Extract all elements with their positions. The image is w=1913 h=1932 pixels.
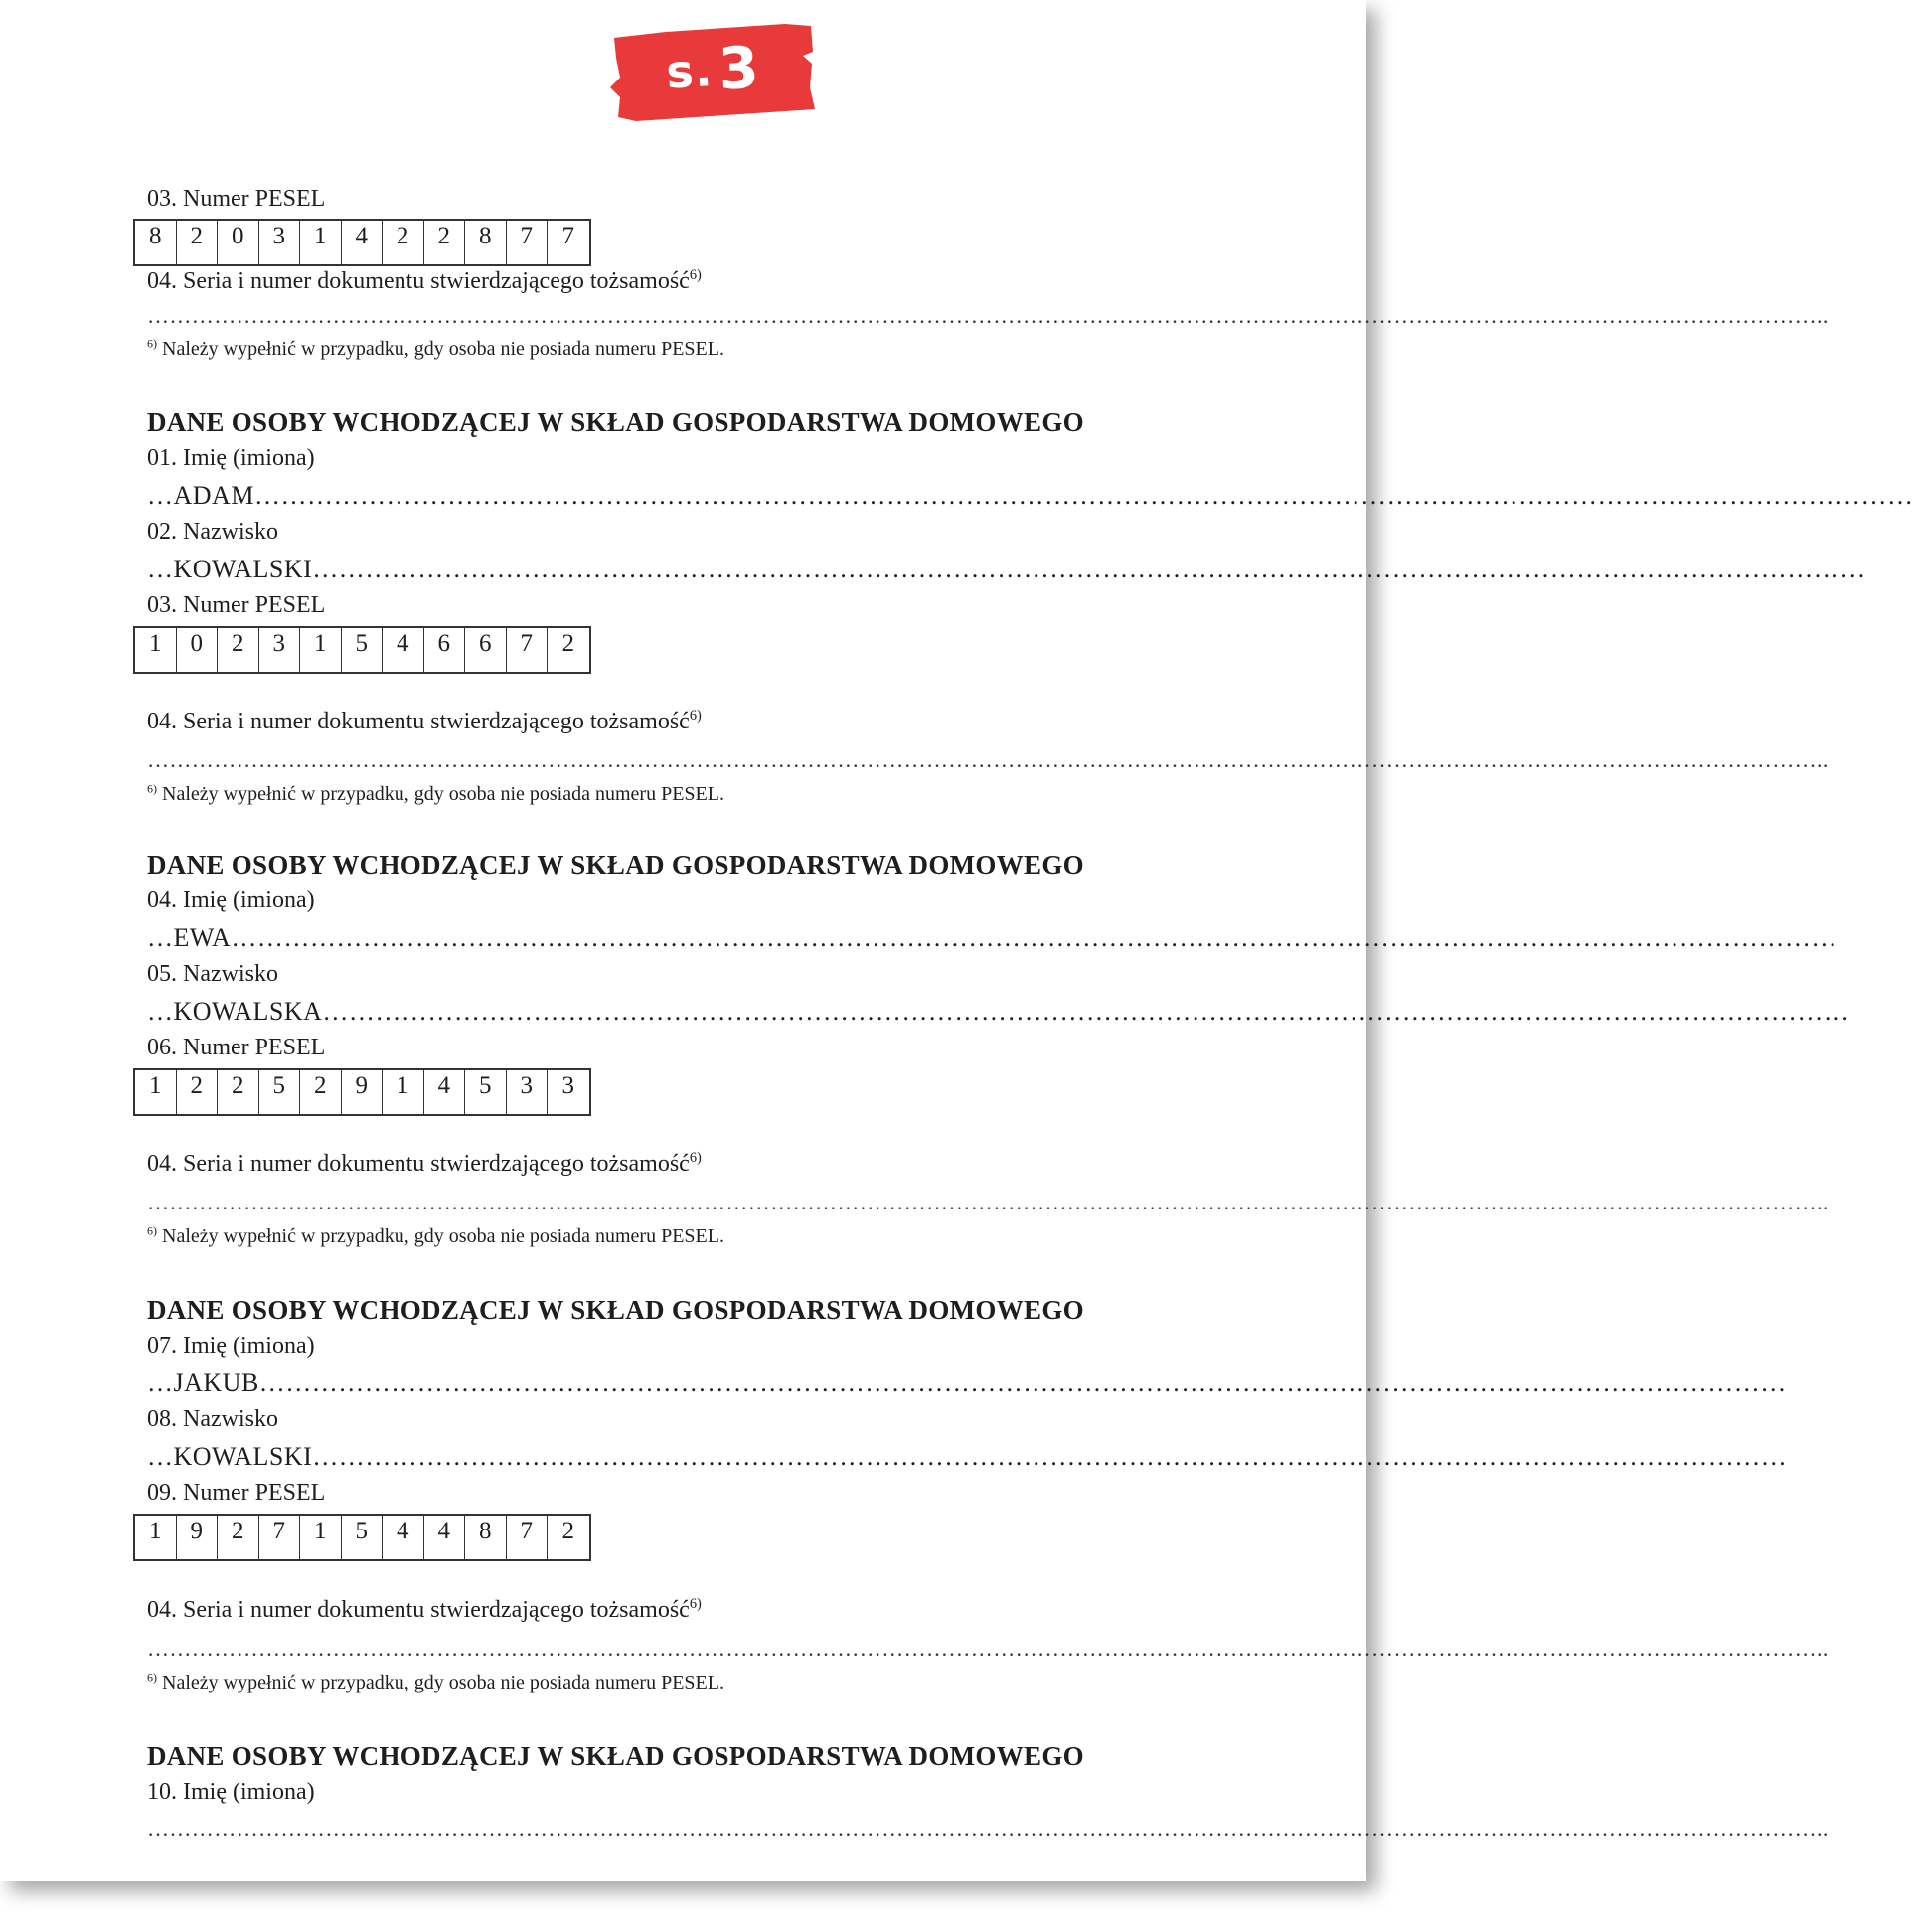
footnote-marker: 6) [147,1670,157,1685]
footnote [147,1672,724,1694]
pesel-digit-cell[interactable]: 8 [465,221,507,264]
last-name-value: KOWALSKI [173,1442,313,1471]
badge-label [603,12,822,126]
identity-document-label [147,268,702,295]
pesel-digit-cell[interactable]: 3 [259,628,301,672]
pesel-label: 09. Numer PESEL [147,1480,326,1506]
pesel-digit-cell[interactable]: 5 [342,628,384,672]
pesel-digit-cell[interactable]: 3 [561,1072,574,1099]
footnote-marker: 6) [147,781,157,796]
identity-document-label [147,1597,702,1624]
section-heading: DANE OSOBY WCHODZĄCEJ W SKŁAD GOSPODARSTWA DOMOWEGO [147,1741,1084,1771]
footnote-text: Należy wypełnić w przypadku, gdy osoba nie posiada numeru PESEL. [162,1225,724,1247]
pesel-grid [133,1068,591,1116]
pesel-digit-cell[interactable]: 4 [342,221,384,264]
pesel-digit-cell[interactable]: 2 [561,630,574,657]
pesel-digit-cell[interactable]: 6 [424,628,466,672]
pesel-digit-cell[interactable]: 9 [177,1516,219,1559]
pesel-digit-cell[interactable]: 2 [424,221,466,264]
pesel-digit-cell[interactable]: 3 [507,1070,549,1114]
pesel-digit-cell[interactable]: 7 [507,628,549,672]
pesel-label: 03. Numer PESEL [147,186,326,212]
footnote-text: Należy wypełnić w przypadku, gdy osoba nie posiada numeru PESEL. [162,783,724,805]
pesel-grid [133,1514,591,1561]
pesel-digit-cell[interactable]: 7 [507,1516,549,1559]
pesel-digit-cell[interactable]: 0 [177,628,219,672]
pesel-label: 06. Numer PESEL [147,1035,326,1060]
pesel-digit-cell[interactable]: 2 [383,221,424,264]
footnote-text: Należy wypełnić w przypadku, gdy osoba nie posiada numeru PESEL. [162,1672,724,1693]
pesel-digit-cell[interactable]: 1 [300,221,342,264]
first-name-value: JAKUB [173,1368,259,1397]
pesel-digit-cell[interactable]: 0 [218,221,259,264]
first-name-field[interactable]: …EWA………………………………………………………………………………………………………………………………………………………………… [147,923,1837,952]
last-name-value: KOWALSKA [173,997,323,1026]
identity-document-label-text: 04. Seria i numer dokumentu stwierdzającego tożsamość [147,709,690,734]
last-name-field[interactable]: …KOWALSKA………………………………………………………………………………………………………………………………………………………… [147,997,1850,1026]
pesel-digit-cell[interactable]: 6 [465,628,507,672]
pesel-digit-cell[interactable]: 7 [561,223,574,249]
identity-document-label-text: 04. Seria i numer dokumentu stwierdzającego tożsamość [147,1151,690,1177]
identity-document-label [147,1151,702,1178]
footnote-text: Należy wypełnić w przypadku, gdy osoba nie posiada numeru PESEL. [162,338,724,360]
badge-prefix: s. [665,43,715,99]
identity-document-label-text: 04. Seria i numer dokumentu stwierdzającego tożsamość [147,268,690,294]
pesel-digit-cell[interactable]: 2 [177,221,219,264]
first-name-label: 10. Imię (imiona) [147,1779,315,1805]
pesel-digit-cell[interactable]: 1 [135,1070,177,1114]
pesel-digit-cell[interactable]: 7 [507,221,549,264]
identity-document-label-text: 04. Seria i numer dokumentu stwierdzającego tożsamość [147,1597,690,1623]
pesel-digit-cell[interactable]: 3 [259,221,301,264]
footnote [147,783,724,806]
pesel-digit-cell[interactable]: 1 [300,1516,342,1559]
first-name-field[interactable]: …ADAM……………………………………………………………………………………………………………………………………………………………………… [147,481,1913,510]
pesel-digit-cell[interactable]: 2 [561,1518,574,1544]
last-name-label: 08. Nazwisko [147,1406,278,1432]
footnote-marker: 6) [147,1223,157,1238]
last-name-field[interactable]: …KOWALSKI…………………………………………………………………………………………………………………………………………………………… [147,555,1866,583]
identity-document-label [147,709,702,735]
pesel-digit-cell[interactable]: 1 [383,1070,424,1114]
badge-number: 3 [717,33,762,103]
section-heading: DANE OSOBY WCHODZĄCEJ W SKŁAD GOSPODARSTWA DOMOWEGO [147,850,1084,880]
footnote-marker: 6) [689,267,702,283]
section-heading: DANE OSOBY WCHODZĄCEJ W SKŁAD GOSPODARSTWA DOMOWEGO [147,407,1084,437]
first-name-value: ADAM [173,481,254,510]
pesel-digit-cell[interactable]: 5 [259,1070,301,1114]
first-name-label: 01. Imię (imiona) [147,445,315,471]
pesel-digit-cell[interactable]: 1 [300,628,342,672]
identity-document-field[interactable]: ……………………………………………………………………………………………………………………………………………………………………………………………………….. [147,1190,1829,1214]
identity-document-field[interactable]: ……………………………………………………………………………………………………………………………………………………………………………………………………….. [147,1636,1829,1661]
footnote-marker: 6) [689,708,702,724]
pesel-grid [133,626,591,674]
pesel-digit-cell[interactable]: 2 [300,1070,342,1114]
last-name-label: 02. Nazwisko [147,519,278,545]
first-name-label: 07. Imię (imiona) [147,1333,315,1359]
last-name-field[interactable]: …KOWALSKI…………………………………………………………………………………………………………………………………………………… [147,1442,1788,1471]
pesel-digit-cell[interactable]: 2 [177,1070,219,1114]
first-name-field[interactable]: ……………………………………………………………………………………………………………………………………………………………………………………………………….. [147,1816,1829,1841]
footnote [147,338,724,361]
pesel-grid [133,219,591,266]
pesel-digit-cell[interactable]: 7 [259,1516,301,1559]
pesel-digit-cell[interactable]: 2 [218,1070,259,1114]
pesel-digit-cell[interactable]: 4 [383,1516,424,1559]
pesel-digit-cell[interactable]: 2 [218,628,259,672]
pesel-digit-cell[interactable]: 2 [218,1516,259,1559]
first-name-field[interactable]: …JAKUB………………………………………………………………………………………………………………………………………………………… [147,1368,1787,1397]
pesel-digit-cell[interactable]: 5 [342,1516,384,1559]
footnote-marker: 6) [689,1596,702,1612]
identity-document-field[interactable]: ……………………………………………………………………………………………………………………………………………………………………………………………………….. [147,747,1829,772]
pesel-digit-cell[interactable]: 4 [383,628,424,672]
last-name-value: KOWALSKI [173,555,313,583]
pesel-digit-cell[interactable]: 9 [342,1070,384,1114]
footnote [147,1225,724,1248]
identity-document-field[interactable]: ……………………………………………………………………………………………………………………………………………………………………………………………………….. [147,303,1829,328]
pesel-digit-cell[interactable]: 1 [135,628,177,672]
first-name-label: 04. Imię (imiona) [147,887,315,913]
pesel-digit-cell[interactable]: 8 [135,221,177,264]
pesel-digit-cell[interactable]: 1 [135,1516,177,1559]
first-name-value: EWA [173,923,232,952]
footnote-marker: 6) [689,1150,702,1166]
section-heading: DANE OSOBY WCHODZĄCEJ W SKŁAD GOSPODARSTWA DOMOWEGO [147,1295,1084,1325]
footnote-marker: 6) [147,336,157,351]
page-number-badge [606,18,820,121]
pesel-digit-cell[interactable]: 4 [424,1516,466,1559]
pesel-digit-cell[interactable]: 5 [465,1070,507,1114]
pesel-digit-cell[interactable]: 8 [465,1516,507,1559]
last-name-label: 05. Nazwisko [147,961,278,987]
pesel-label: 03. Numer PESEL [147,592,326,618]
pesel-digit-cell[interactable]: 4 [424,1070,466,1114]
